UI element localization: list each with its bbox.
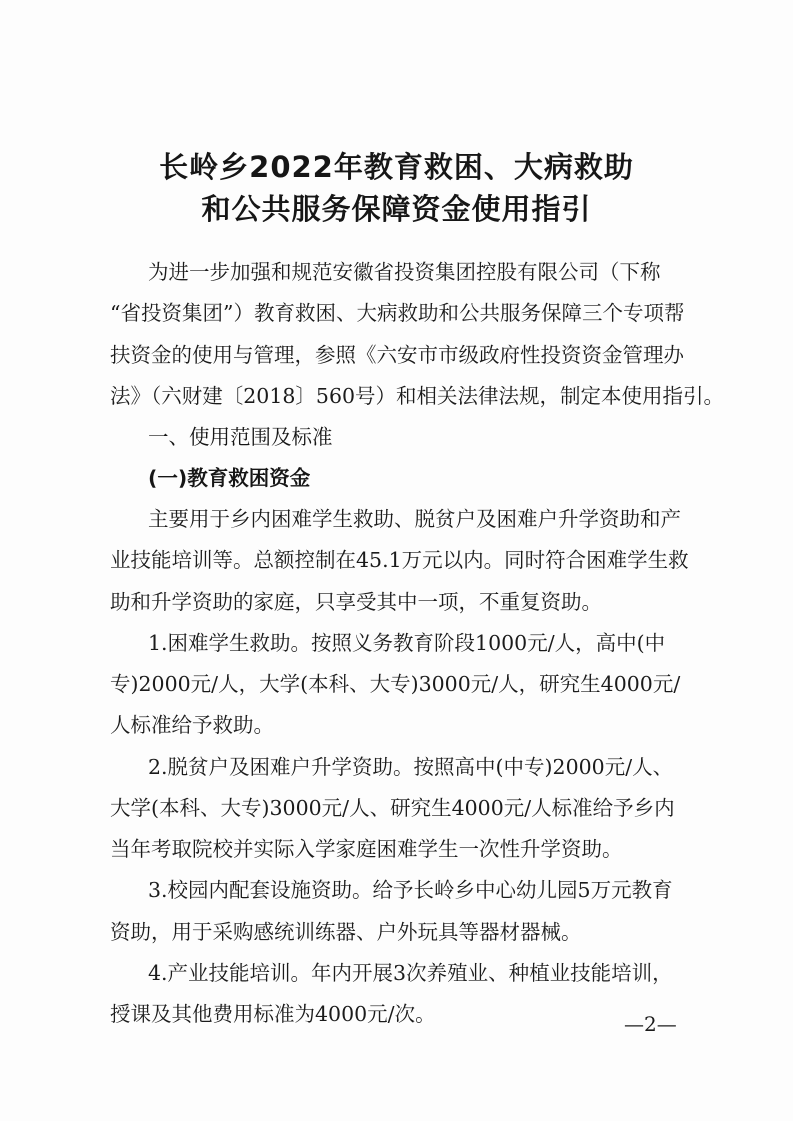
- item-2-line: 大学(本科、大专)3000元/人、研究生4000元/人标准给予乡内: [110, 796, 675, 820]
- item-3-line: 3.校园内配套设施资助。给予长岭乡中心幼儿园5万元教育: [148, 878, 673, 902]
- item-2-line: 2.脱贫户及困难户升学资助。按照高中(中专)2000元/人、: [148, 755, 674, 779]
- section-heading: 一、使用范围及标准: [148, 425, 333, 449]
- item-4-line: 4.产业技能培训。年内开展3次养殖业、种植业技能培训，: [148, 961, 673, 985]
- intro-line: “省投资集团”）教育救困、大病救助和公共服务保障三个专项帮: [110, 301, 685, 325]
- paragraph-line: 助和升学资助的家庭，只享受其中一项，不重复资助。: [110, 590, 602, 614]
- item-1-line: 专)2000元/人，大学(本科、大专)3000元/人，研究生4000元/: [110, 672, 681, 696]
- item-1-line: 人标准给予救助。: [110, 713, 274, 737]
- document-title-line-2: 和公共服务保障资金使用指引: [201, 192, 592, 226]
- item-1-line: 1.困难学生救助。按照义务教育阶段1000元/人，高中(中: [148, 631, 666, 655]
- item-2-line: 当年考取院校并实际入学家庭困难学生一次性升学资助。: [110, 837, 623, 861]
- intro-line: 法》（六财建〔2018〕560号）和相关法律法规，制定本使用指引。: [110, 384, 725, 408]
- intro-line: 扶资金的使用与管理，参照《六安市市级政府性投资资金管理办: [110, 343, 684, 367]
- paragraph-line: 业技能培训等。总额控制在45.1万元以内。同时符合困难学生救: [110, 548, 689, 572]
- item-3-line: 资助，用于采购感统训练器、户外玩具等器材器械。: [110, 920, 582, 944]
- page-number: —2—: [624, 1012, 677, 1036]
- document-title-line-1: 长岭乡2022年教育救困、大病救助: [159, 150, 634, 184]
- subsection-heading: (一)教育救困资金: [148, 466, 311, 490]
- intro-line: 为进一步加强和规范安徽省投资集团控股有限公司（下称: [148, 260, 661, 284]
- item-4-line: 授课及其他费用标准为4000元/次。: [110, 1002, 436, 1026]
- paragraph-line: 主要用于乡内困难学生救助、脱贫户及困难户升学资助和产: [148, 507, 681, 531]
